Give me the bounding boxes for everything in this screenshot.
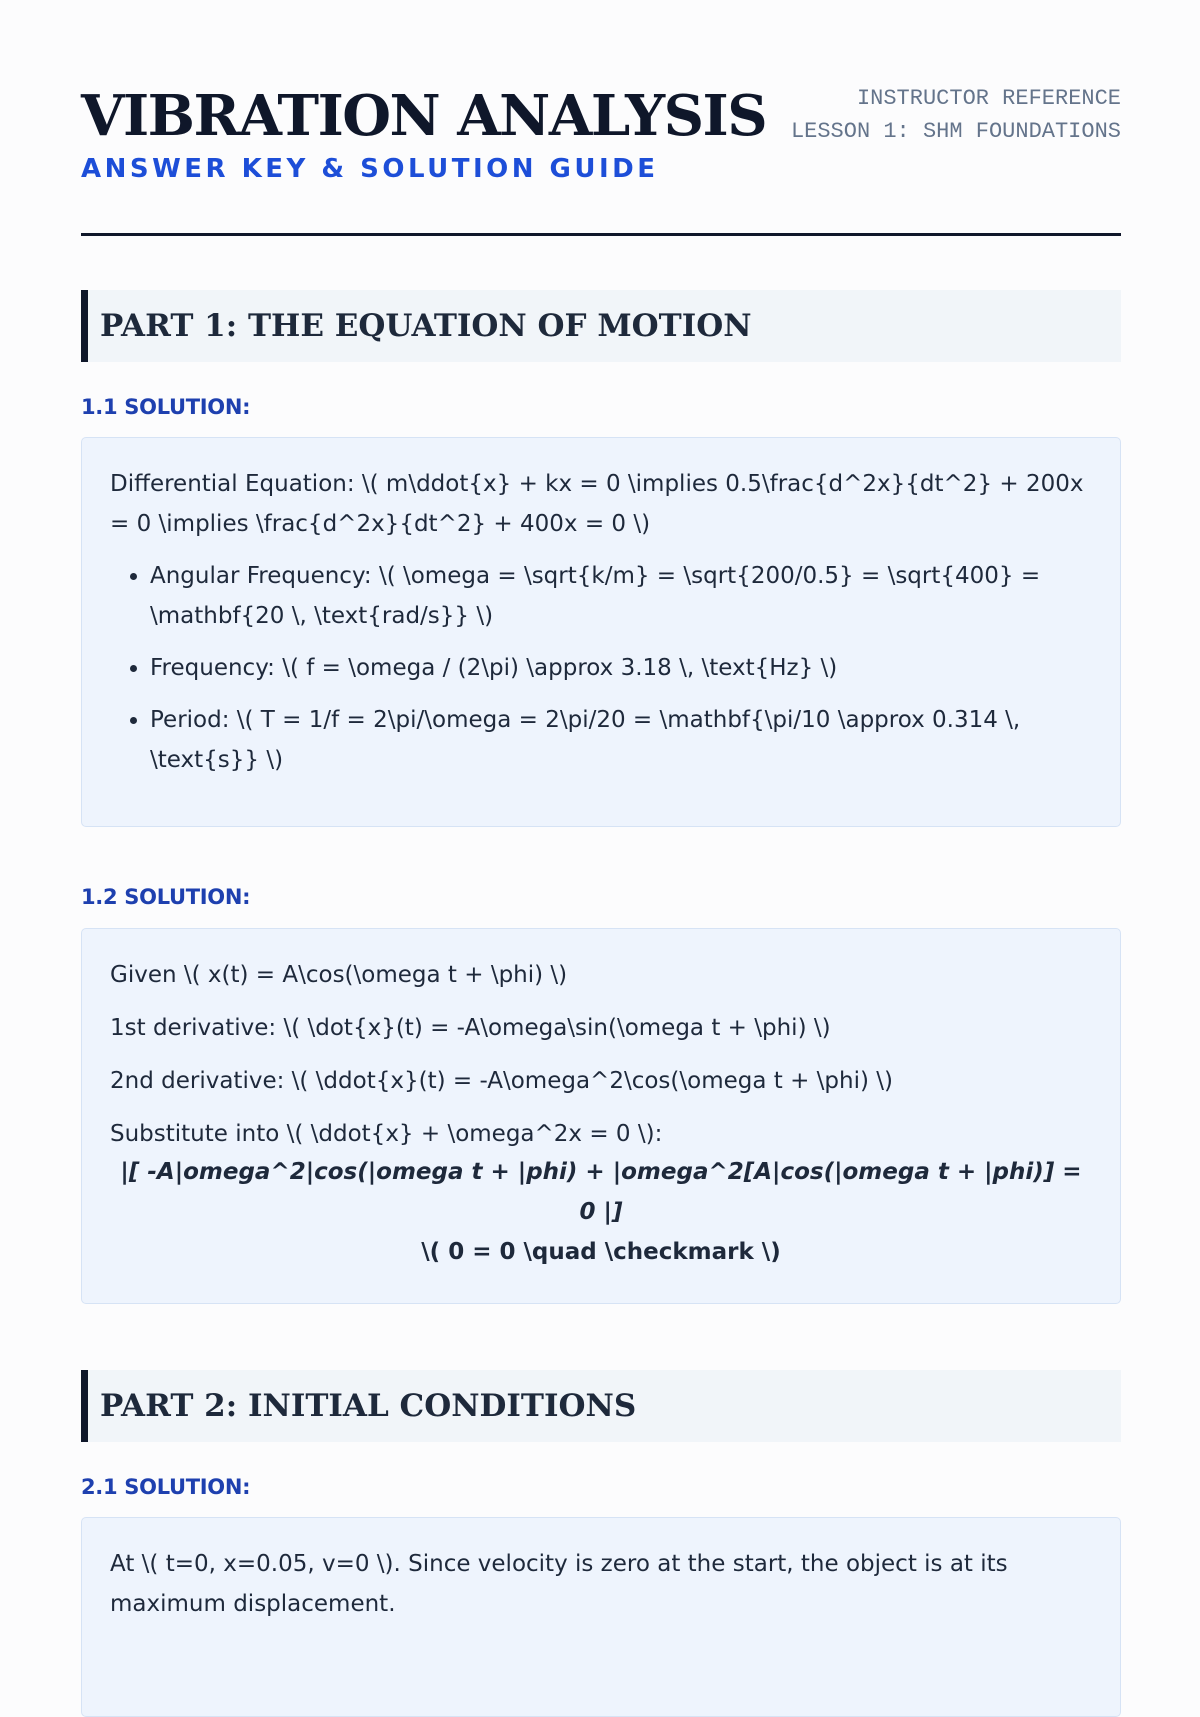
document-page	[81, 0, 1121, 1617]
solution-2-1-box	[81, 1517, 1121, 1717]
meta-audience: INSTRUCTOR REFERENCE	[856, 86, 1121, 111]
first-derivative-text: 1st derivative: \( \dot{x}(t) = -A\omega\sin(\omega t + \phi) \)	[110, 1015, 831, 1041]
differential-equation-text: Differential Equation: \( m\ddot{x} + kx = 0 \implies 0.5\frac{d^2x}{dt^2} + 200x = 0 \implies \frac{d^2x}{dt^2} + 400x = 0 \)	[110, 471, 1084, 537]
angular-frequency-item: • Angular Frequency: \( \omega = \sqrt{k/m} = \sqrt{200/0.5} = \sqrt{400} = \mathbf{20 \, \text{rad/s}} \)	[150, 556, 1092, 636]
second-derivative-text: 2nd derivative: \( \ddot{x}(t) = -A\omega^2\cos(\omega t + \phi) \)	[110, 1068, 893, 1094]
document-title: VIBRATION ANALYSIS	[81, 83, 767, 149]
solution-1-1-list	[110, 556, 1092, 780]
initial-conditions-text: At \( t=0, x=0.05, v=0 \). Since velocity is zero at the start, the object is at its maximum displacement.	[110, 1551, 1008, 1617]
solution-1-2-box	[81, 928, 1121, 1304]
display-equation: |[ -A|omega^2|cos(|omega t + |phi) + |omega^2[A|cos(|omega t + |phi)] = 0 |]	[120, 1159, 1082, 1225]
part-1-heading: PART 1: THE EQUATION OF MOTION	[81, 290, 1121, 362]
part-2-heading: PART 2: INITIAL CONDITIONS	[81, 1370, 1121, 1442]
document-header	[81, 0, 1121, 236]
solution-1-1-label: 1.1 SOLUTION:	[81, 395, 251, 419]
frequency-item: • Frequency: \( f = \omega / (2\pi) \approx 3.18 \, \text{Hz} \)	[150, 648, 1092, 688]
verification-equation: \( 0 = 0 \quad \checkmark \)	[421, 1239, 781, 1265]
solution-1-1-box	[81, 437, 1121, 827]
solution-2-1-label: 2.1 SOLUTION:	[81, 1475, 251, 1499]
solution-1-2-label: 1.2 SOLUTION:	[81, 885, 251, 909]
meta-lesson: LESSON 1: SHM FOUNDATIONS	[790, 119, 1121, 144]
document-subtitle: ANSWER KEY & SOLUTION GUIDE	[81, 154, 659, 184]
document-meta	[791, 82, 1121, 148]
period-item: • Period: \( T = 1/f = 2\pi/\omega = 2\pi/20 = \mathbf{\pi/10 \approx 0.314 \, \text{s}} \)	[150, 700, 1092, 780]
given-equation-text: Given \( x(t) = A\cos(\omega t + \phi) \)	[110, 962, 568, 988]
substitution-text: Substitute into \( \ddot{x} + \omega^2x = 0 \):	[110, 1121, 663, 1147]
